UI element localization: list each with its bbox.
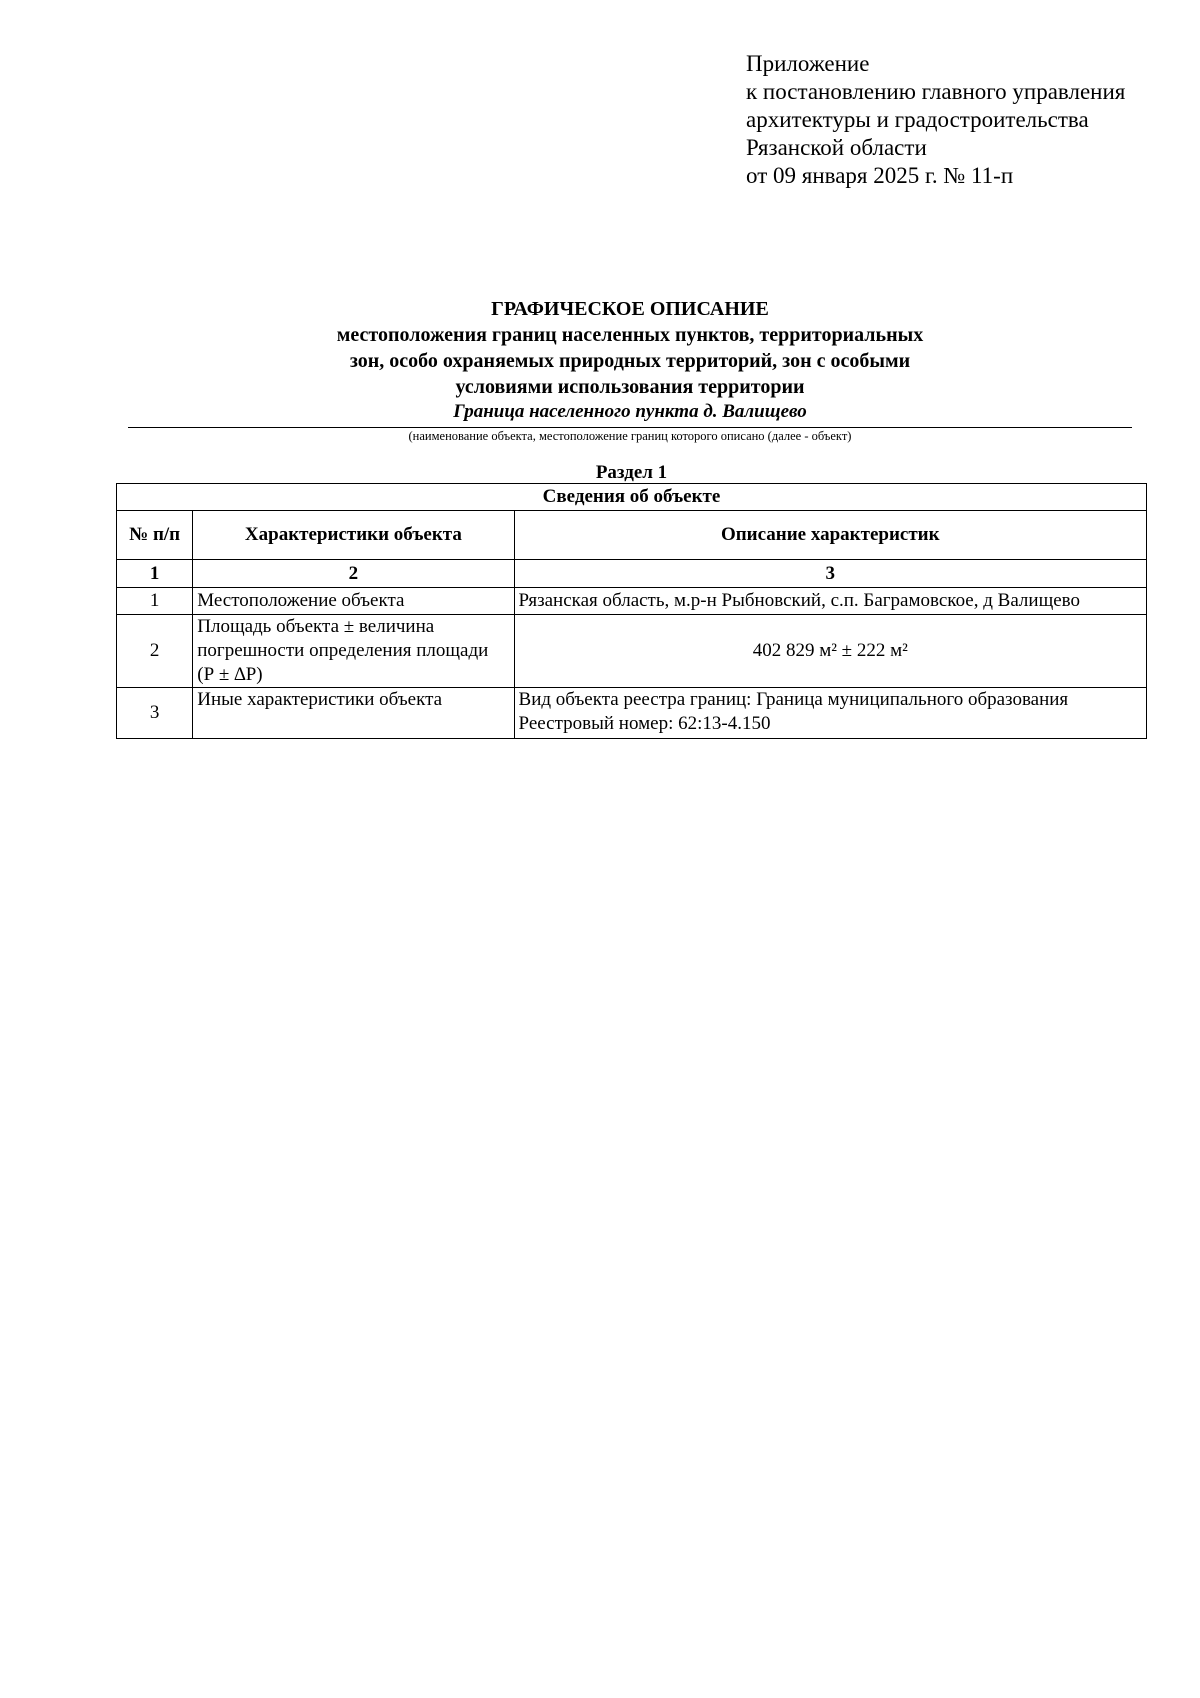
table-row: [117, 688, 1147, 739]
row-description-line: Вид объекта реестра границ: Граница муниципального образования: [518, 689, 1069, 710]
document-title: [128, 296, 1132, 400]
row-number: 3: [117, 688, 193, 739]
object-name-note: (наименование объекта, местоположение границ которого описано (далее - объект): [408, 429, 852, 443]
table-row: [117, 615, 1147, 688]
column-number: 2: [193, 560, 514, 588]
title-subline: зон, особо охраняемых природных территорий, зон с особыми: [349, 350, 911, 372]
row-characteristic-line: погрешности определения площади: [197, 640, 489, 661]
appendix-line: архитектуры и градостроительства: [746, 107, 1089, 132]
header-description: Описание характеристик: [514, 511, 1146, 560]
appendix-line: Приложение: [746, 51, 870, 76]
object-info-table: [116, 483, 1147, 739]
table-caption-row: [117, 484, 1147, 511]
appendix-line: Рязанской области: [746, 135, 927, 160]
row-characteristic: [193, 615, 514, 688]
title-subline: местоположения границ населенных пунктов, территориальных: [336, 324, 924, 346]
object-name: Граница населенного пункта д. Валищево: [453, 401, 807, 422]
title-main: ГРАФИЧЕСКОЕ ОПИСАНИЕ: [491, 298, 769, 320]
header-number: № п/п: [117, 511, 193, 560]
row-description: [514, 688, 1146, 739]
table-header-row: [117, 511, 1147, 560]
row-description-line: Реестровый номер: 62:13-4.150: [518, 713, 771, 734]
table-caption: Сведения об объекте: [117, 484, 1147, 511]
row-number: 1: [117, 588, 193, 615]
appendix-line: к постановлению главного управления: [746, 79, 1126, 104]
row-characteristic-line: Площадь объекта ± величина: [197, 616, 435, 637]
row-characteristic: Иные характеристики объекта: [193, 688, 514, 739]
appendix-header: [746, 50, 1125, 190]
column-number: 1: [117, 560, 193, 588]
row-characteristic-line: (Р ± ∆Р): [197, 664, 263, 685]
row-number: 2: [117, 615, 193, 688]
row-description: Рязанская область, м.р-н Рыбновский, с.п. Баграмовское, д Валищево: [514, 588, 1146, 615]
section-title: Раздел 1: [595, 462, 668, 483]
row-description: 402 829 м² ± 222 м²: [514, 615, 1146, 688]
appendix-line: от 09 января 2025 г. № 11-п: [746, 163, 1014, 188]
column-number: 3: [514, 560, 1146, 588]
title-subline: условиями использования территории: [455, 376, 805, 398]
header-characteristic: Характеристики объекта: [193, 511, 514, 560]
table-row: [117, 588, 1147, 615]
column-number-row: [117, 560, 1147, 588]
row-characteristic: Местоположение объекта: [193, 588, 514, 615]
